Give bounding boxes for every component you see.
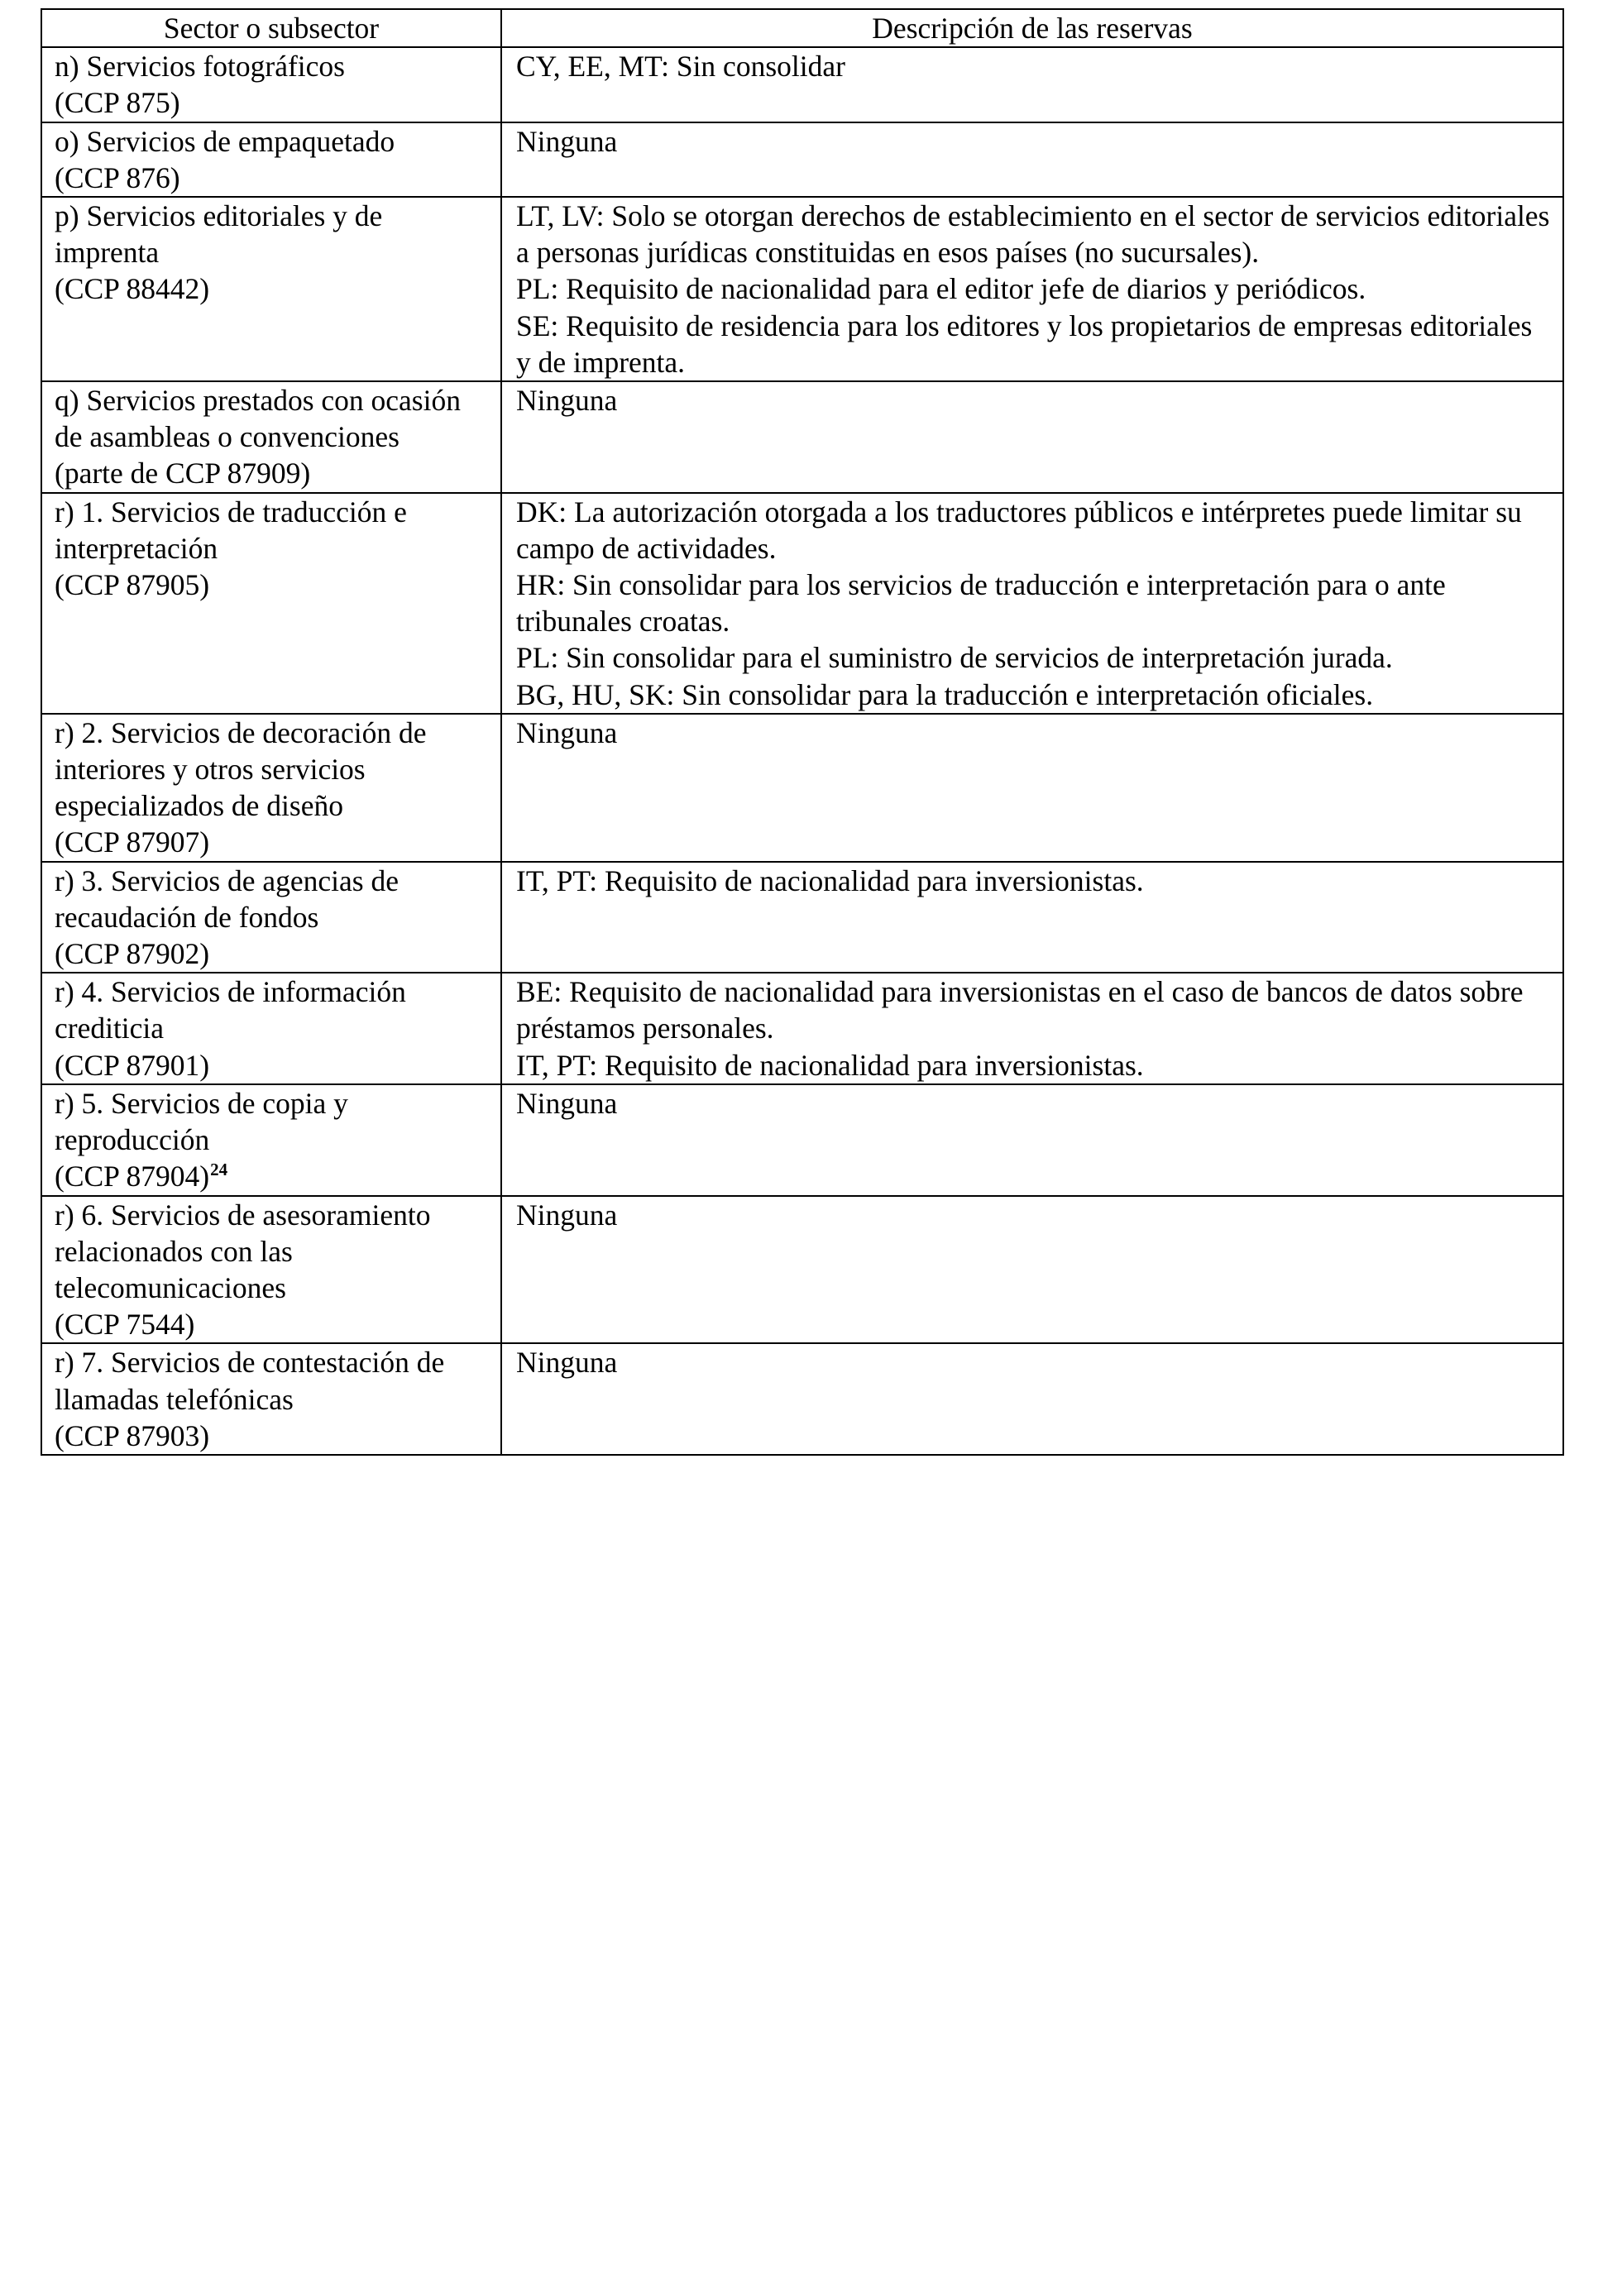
reservation-text: Ninguna: [516, 384, 618, 418]
footnote-marker: 24: [210, 1160, 228, 1180]
ccp-code: [55, 270, 490, 307]
description-cell: [501, 122, 1563, 197]
table-row: [41, 493, 1563, 714]
reservation-text: CY, EE, MT: Sin consolidar: [516, 50, 845, 84]
sector-name: [55, 382, 490, 455]
sector-name: [55, 123, 490, 160]
sector-text: (CCP 87904): [55, 1160, 210, 1193]
sector-cell: [41, 1084, 501, 1196]
description-cell: [501, 381, 1563, 493]
reservation-text: PL: Sin consolidar para el suministro de servicios de interpretación jurada.: [516, 641, 1393, 675]
reservation-text: Ninguna: [516, 1346, 618, 1380]
sector-cell: [41, 493, 501, 714]
sector-name: [55, 863, 490, 935]
sector-name: [55, 48, 490, 84]
sector-text: r) 3. Servicios de agencias de recaudación de fondos: [55, 863, 399, 934]
sector-name: [55, 1085, 490, 1158]
sector-text: (CCP 87902): [55, 937, 210, 971]
reservation-text: IT, PT: Requisito de nacionalidad para inversionistas.: [516, 863, 1144, 897]
sector-text: (CCP 87907): [55, 825, 210, 859]
header-description: Descripción de las reservas: [501, 9, 1563, 47]
description-cell: [501, 1196, 1563, 1344]
sector-text: o) Servicios de empaquetado: [55, 124, 395, 158]
sector-cell: [41, 47, 501, 122]
sector-cell: [41, 122, 501, 197]
description-cell: [501, 1084, 1563, 1196]
reservation-text: Ninguna: [516, 124, 618, 158]
reservations-table: [41, 8, 1564, 1456]
sector-text: r) 7. Servicios de contestación de llamadas telefónicas: [55, 1346, 445, 1416]
ccp-code: [55, 84, 490, 121]
reservation-text: IT, PT: Requisito de nacionalidad para inversionistas.: [516, 1048, 1144, 1082]
table-header: [41, 9, 1563, 47]
sector-text: r) 6. Servicios de asesoramiento relacionados con las telecomunicaciones: [55, 1198, 431, 1304]
ccp-code: [55, 567, 490, 603]
sector-text: (CCP 88442): [55, 272, 210, 306]
reservation-text: BE: Requisito de nacionalidad para inversionistas en el caso de bancos de datos sobre préstamos personales.: [516, 975, 1524, 1045]
description-cell: [501, 197, 1563, 381]
table-row: [41, 47, 1563, 122]
table-row: [41, 1084, 1563, 1196]
table-row: [41, 714, 1563, 862]
ccp-code: [55, 1418, 490, 1454]
sector-cell: [41, 381, 501, 493]
sector-cell: [41, 197, 501, 381]
sector-text: n) Servicios fotográficos: [55, 50, 345, 84]
sector-cell: [41, 714, 501, 862]
table-row: [41, 1196, 1563, 1344]
table-body: [41, 47, 1563, 1455]
sector-text: (CCP 87901): [55, 1048, 210, 1082]
reservation-text: Ninguna: [516, 1198, 618, 1232]
description-cell: [501, 714, 1563, 862]
table-row: [41, 381, 1563, 493]
table-row: [41, 197, 1563, 381]
sector-cell: [41, 862, 501, 973]
reservation-text: PL: Requisito de nacionalidad para el editor jefe de diarios y periódicos.: [516, 272, 1366, 306]
sector-cell: [41, 1343, 501, 1455]
sector-text: (parte de CCP 87909): [55, 457, 311, 490]
sector-text: r) 5. Servicios de copia y reproducción: [55, 1086, 348, 1157]
sector-name: [55, 1344, 490, 1417]
sector-name: [55, 973, 490, 1046]
reservation-text: Ninguna: [516, 1086, 618, 1120]
reservation-text: HR: Sin consolidar para los servicios de traducción e interpretación para o ante tribunales croatas.: [516, 568, 1446, 639]
reservation-text: DK: La autorización otorgada a los traductores públicos e intérpretes puede limitar su campo de actividades.: [516, 495, 1522, 565]
reservation-text: Ninguna: [516, 715, 618, 749]
description-cell: [501, 862, 1563, 973]
reservation-text: SE: Requisito de residencia para los editores y los propietarios de empresas editoriales y de imprenta.: [516, 309, 1533, 379]
sector-name: [55, 1197, 490, 1307]
sector-cell: [41, 1196, 501, 1344]
sector-text: p) Servicios editoriales y de imprenta: [55, 199, 383, 270]
table-row: [41, 122, 1563, 197]
sector-text: (CCP 7544): [55, 1308, 195, 1342]
description-cell: [501, 47, 1563, 122]
sector-text: r) 4. Servicios de información crediticia: [55, 975, 406, 1045]
ccp-code: [55, 1158, 490, 1194]
ccp-code: [55, 935, 490, 972]
sector-text: r) 1. Servicios de traducción e interpretación: [55, 495, 407, 565]
sector-text: (CCP 876): [55, 160, 180, 194]
sector-text: (CCP 875): [55, 86, 180, 120]
header-sector: Sector o subsector: [41, 9, 501, 47]
reservation-text: BG, HU, SK: Sin consolidar para la traducción e interpretación oficiales.: [516, 677, 1374, 711]
sector-text: q) Servicios prestados con ocasión de asambleas o convenciones: [55, 384, 461, 454]
sector-text: (CCP 87903): [55, 1418, 210, 1452]
sector-text: r) 2. Servicios de decoración de interiores y otros servicios especializados de diseño: [55, 715, 427, 823]
ccp-code: [55, 1047, 490, 1083]
sector-text: (CCP 87905): [55, 568, 210, 602]
description-cell: [501, 493, 1563, 714]
sector-name: [55, 715, 490, 825]
reservation-text: LT, LV: Solo se otorgan derechos de establecimiento en el sector de servicios editoriales a personas jurídicas constituidas en esos países (no sucursales).: [516, 199, 1550, 270]
table-row: [41, 973, 1563, 1084]
document-page: [41, 8, 1562, 1456]
ccp-code: [55, 160, 490, 196]
sector-cell: [41, 973, 501, 1084]
table-row: [41, 862, 1563, 973]
ccp-code: [55, 1306, 490, 1342]
ccp-code: [55, 824, 490, 860]
ccp-code: [55, 455, 490, 491]
sector-name: [55, 494, 490, 567]
description-cell: [501, 973, 1563, 1084]
header-row: [41, 9, 1563, 47]
table-row: [41, 1343, 1563, 1455]
sector-name: [55, 198, 490, 270]
description-cell: [501, 1343, 1563, 1455]
